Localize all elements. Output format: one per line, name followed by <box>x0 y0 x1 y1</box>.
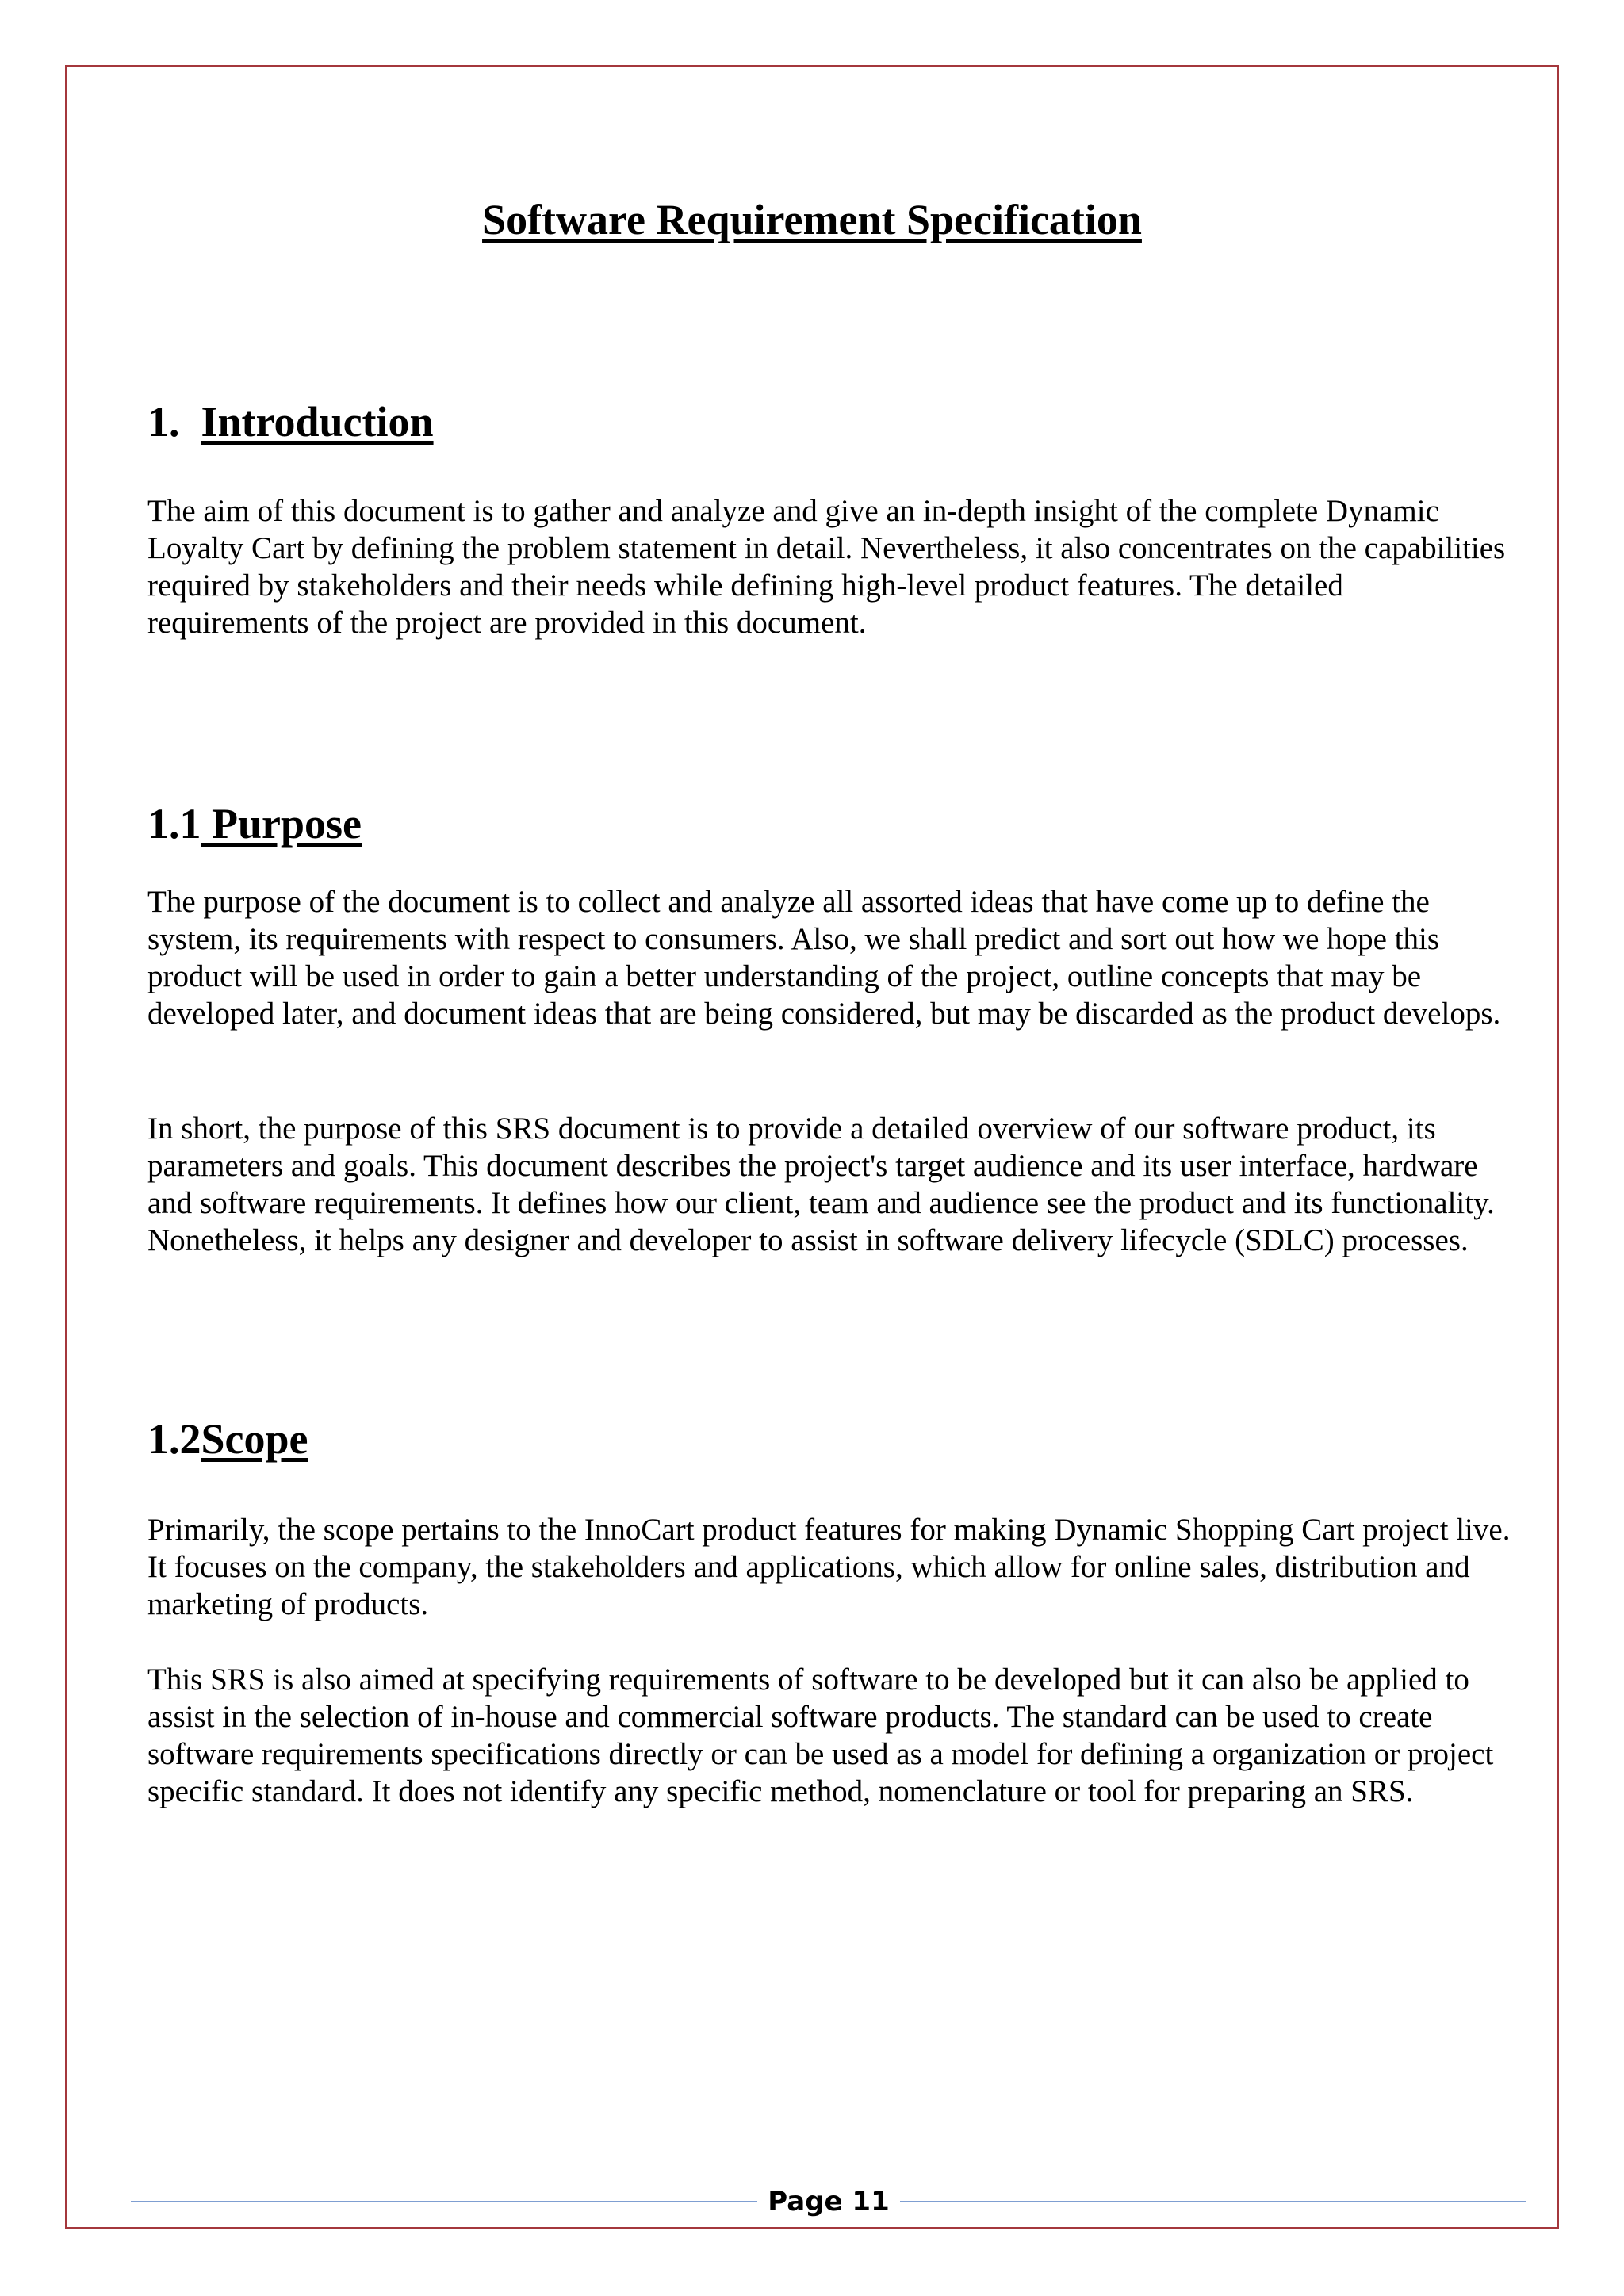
paragraph-scope-2: This SRS is also aimed at specifying requirements of software to be developed but it can also be applied to assist in the selection of in-house and commercial software products. The standard can be used to create software requirements specifications directly or can be used as a model for defining a organization or project specific standard. It does not identify any specific method, nomenclature or tool for preparing an SRS. <box>147 1663 1494 1808</box>
section-heading-introduction <box>147 394 434 450</box>
page-footer <box>131 2182 1526 2221</box>
section-number: 1. <box>147 398 201 446</box>
paragraph-purpose-2: In short, the purpose of this SRS document is to provide a detailed overview of our software product, its parameters and goals. This document describes the project's target audience and its user interface, hardware and software requirements. It defines how our client, team and audience see the product and its functionality. Nonetheless, it helps any designer and developer to assist in software delivery lifecycle (SDLC) processes. <box>147 1112 1495 1257</box>
section-title: Scope <box>201 1415 308 1463</box>
section-title: Introduction <box>201 398 434 446</box>
footer-rule-left <box>131 2201 757 2202</box>
section-heading-purpose <box>147 796 362 851</box>
document-title: Software Requirement Specification <box>482 196 1142 243</box>
section-number: 1.1 <box>147 800 201 848</box>
footer-rule-right <box>900 2201 1526 2202</box>
paragraph-introduction: The aim of this document is to gather and analyze and give an in-depth insight of the complete Dynamic Loyalty Cart by defining the problem statement in detail. Nevertheless, it also concentrates on the capabilities required by stakeholders and their needs while defining high-level product features. The detailed requirements of the project are provided in this document. <box>147 494 1506 640</box>
paragraph-scope-1: Primarily, the scope pertains to the InnoCart product features for making Dynamic Shopping Cart project live. It focuses on the company, the stakeholders and applications, which allow for online sales, distribution and marketing of products. <box>147 1513 1511 1621</box>
page-number: Page 11 <box>768 2186 890 2218</box>
paragraph-purpose-1: The purpose of the document is to collect and analyze all assorted ideas that have come up to define the system, its requirements with respect to consumers. Also, we shall predict and sort out how we hope this product will be used in order to gain a better understanding of the project, outline concepts that may be developed later, and document ideas that are being considered, but may be discarded as the product develops. <box>147 885 1501 1031</box>
section-title: Purpose <box>201 800 362 848</box>
section-heading-scope <box>147 1411 308 1467</box>
section-number: 1.2 <box>147 1415 201 1463</box>
